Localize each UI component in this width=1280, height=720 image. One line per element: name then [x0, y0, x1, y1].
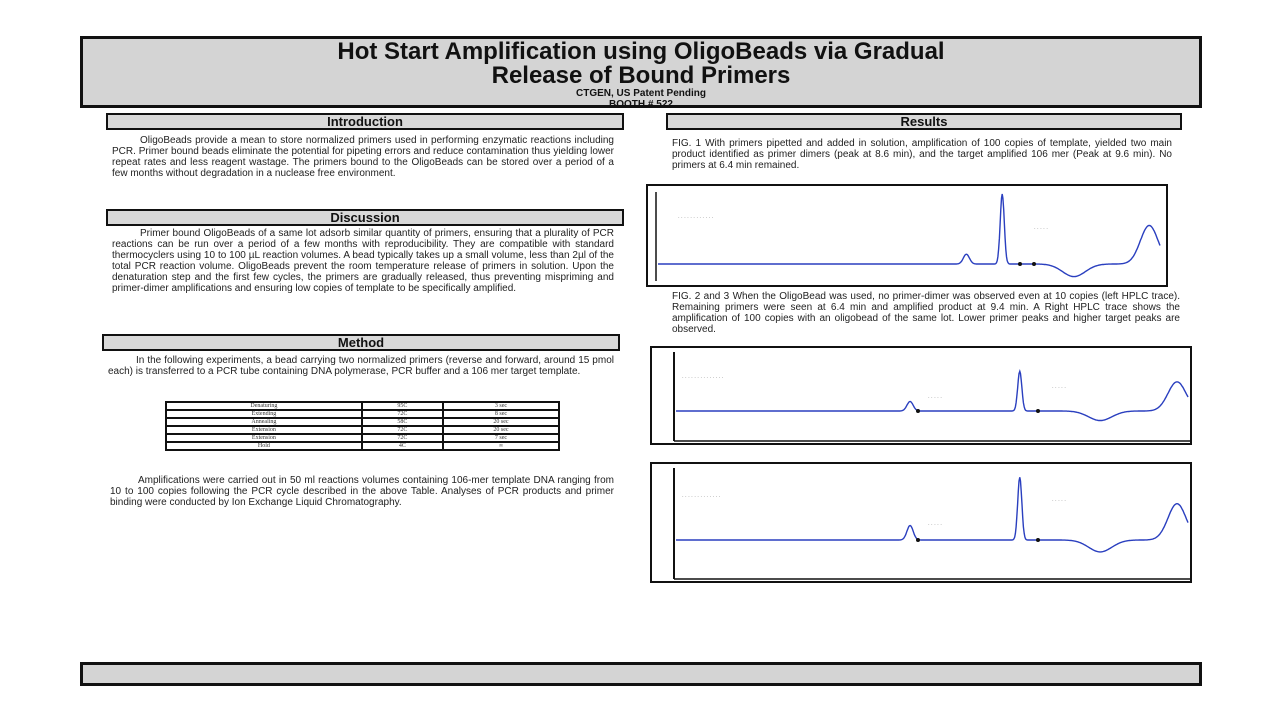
fig3-annotation: · · · · · [928, 522, 942, 528]
table-row [166, 426, 559, 434]
fig1-trace [658, 194, 1160, 277]
table-cell: 3 sec [443, 402, 559, 410]
fig1-caption: FIG. 1 With primers pipetted and added in solution, amplification of 100 copies of template, yielded two main product identified as primer dimers (peak at 8.6 min), and the target amplified 106 mer (Peak at 9.6 min). No primers at 6.4 min remained. [672, 138, 1172, 171]
poster-title-line1: Hot Start Amplification using OligoBeads via Gradual [337, 38, 945, 65]
fig1-annotation: · · · · · · · · · · · · [678, 215, 714, 221]
fig1-svg [648, 186, 1166, 285]
poster-footer-bar [80, 662, 1202, 686]
table-cell: 20 sec [443, 426, 559, 434]
pcr-cycle-table [165, 401, 560, 451]
fig3-annotation: · · · · · · · · · · · · · [682, 494, 721, 500]
booth-label: BOOTH # 522 [609, 99, 673, 110]
fig1-peak-marker [1032, 262, 1036, 266]
table-cell: 72C [362, 410, 443, 418]
table-cell: Annealing [166, 418, 362, 426]
table-cell: 7 sec [443, 434, 559, 442]
table-cell: Extension [166, 434, 362, 442]
method-heading: Method [102, 334, 620, 351]
results-heading: Results [666, 113, 1182, 130]
table-cell: Extending [166, 410, 362, 418]
table-cell: 8 sec [443, 410, 559, 418]
discussion-text: Primer bound OligoBeads of a same lot adsorb similar quantity of primers, ensuring that a plurality of PCR reactions can be run over a period of a few months with reproducibility. They are compatible with standard thermocyclers using 10 to 100 µL reaction volumes. A bead typically takes up a small volume, less than 2µl of the total PCR reaction volume. OligoBeads prevent the room temperature release of primers in solution. Upon the denaturation step and the first few cycles, the primers are gradually released, thus preventing mispriming and primer-dimer amplifications and ensuring low copies of template to be specifically amplified. [112, 228, 614, 294]
introduction-text: OligoBeads provide a mean to store normalized primers used in performing enzymatic reactions including PCR. Primer bound beads eliminate the potential for pipeting errors and reduce contamination thus yielding lower repeat rates and less reagent wastage. The primers bound to the OligoBeads can be stored over a period of a few months without degradation in a nuclease free environment. [112, 135, 614, 179]
fig2-peak-marker [1036, 409, 1040, 413]
fig1-peak-marker [1018, 262, 1022, 266]
table-row [166, 410, 559, 418]
fig2-svg [652, 348, 1190, 443]
fig3-chromatogram [650, 462, 1192, 583]
method-text: In the following experiments, a bead carrying two normalized primers (reverse and forward, around 15 pmol each) is transferred to a PCR tube containing DNA polymerase, PCR buffer and a 106 mer target template. [108, 355, 614, 377]
table-row [166, 442, 559, 450]
table-row [166, 434, 559, 442]
fig3-peak-marker [1036, 538, 1040, 542]
fig1-annotation: · · · · · [1034, 226, 1048, 232]
fig2-peak-marker [916, 409, 920, 413]
fig2-annotation: · · · · · [1052, 385, 1066, 391]
table-cell: Hold [166, 442, 362, 450]
fig3-svg [652, 464, 1190, 581]
table-cell: Denaturing [166, 402, 362, 410]
table-row [166, 418, 559, 426]
poster-title-box [80, 36, 1202, 108]
fig3-trace [676, 477, 1188, 552]
fig3-peak-marker [916, 538, 920, 542]
fig3-annotation: · · · · · [1052, 498, 1066, 504]
table-cell: 4C [362, 442, 443, 450]
table-cell: 72C [362, 434, 443, 442]
introduction-heading: Introduction [106, 113, 624, 130]
fig23-caption: FIG. 2 and 3 When the OligoBead was used, no primer-dimer was observed even at 10 copies (left HPLC trace). Remaining primers were seen at 6.4 min and amplified product at 9.4 min. A Right HPLC trace shows the amplification of 100 copies with an oligobead of the same lot. Lower primer peaks and higher target peaks are observed. [672, 291, 1180, 335]
table-cell: Extension [166, 426, 362, 434]
table-row [166, 402, 559, 410]
fig1-chromatogram [646, 184, 1168, 287]
company-label: CTGEN, US Patent Pending [575, 88, 706, 99]
table-cell: 95C [362, 402, 443, 410]
fig2-chromatogram [650, 346, 1192, 445]
table-cell: 20 sec [443, 418, 559, 426]
table-cell: 72C [362, 426, 443, 434]
method-text-2: Amplifications were carried out in 50 ml reactions volumes containing 106-mer template DNA ranging from 10 to 100 copies following the PCR cycle described in the above Table. Analyses of PCR products and primer binding were conducted by Ion Exchange Liquid Chromatography. [110, 475, 614, 508]
fig2-annotation: · · · · · · · · · · · · · · [682, 375, 724, 381]
poster-title-line2: Release of Bound Primers [491, 62, 791, 89]
fig2-annotation: · · · · · [928, 395, 942, 401]
discussion-heading: Discussion [106, 209, 624, 226]
table-cell: ∞ [443, 442, 559, 450]
table-cell: 58C [362, 418, 443, 426]
